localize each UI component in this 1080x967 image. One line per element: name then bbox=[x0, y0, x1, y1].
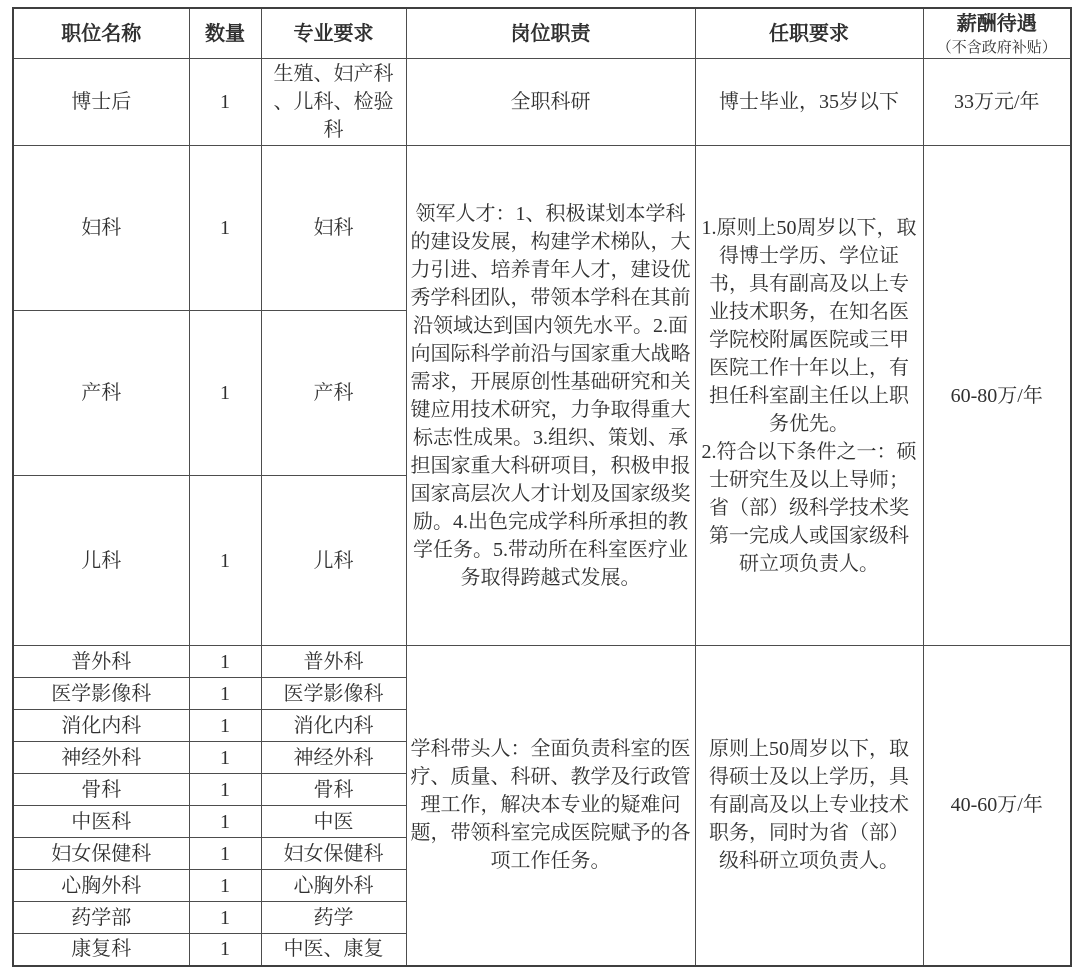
count-cell: 1 bbox=[189, 59, 261, 146]
recruitment-table bbox=[12, 7, 1072, 967]
position-cell: 妇女保健科 bbox=[13, 838, 189, 870]
position-cell: 博士后 bbox=[13, 59, 189, 146]
salary-header-title: 薪酬待遇 bbox=[956, 13, 1037, 35]
count-cell: 1 bbox=[189, 934, 261, 966]
position-cell: 骨科 bbox=[13, 774, 189, 806]
position-cell: 产科 bbox=[13, 311, 189, 476]
position-cell: 中医科 bbox=[13, 806, 189, 838]
count-cell: 1 bbox=[189, 902, 261, 934]
row-general-surgery bbox=[13, 646, 1071, 678]
major-cell: 儿科 bbox=[261, 476, 406, 646]
major-cell: 药学 bbox=[261, 902, 406, 934]
head-salary-cell: 40-60万/年 bbox=[923, 646, 1071, 966]
count-cell: 1 bbox=[189, 870, 261, 902]
position-cell: 消化内科 bbox=[13, 710, 189, 742]
salary-header-note: （不含政府补贴） bbox=[936, 40, 1057, 56]
duty-cell: 全职科研 bbox=[406, 59, 695, 146]
count-cell: 1 bbox=[189, 710, 261, 742]
header-duty: 岗位职责 bbox=[406, 8, 695, 59]
major-cell: 消化内科 bbox=[261, 710, 406, 742]
major-cell: 中医 bbox=[261, 806, 406, 838]
position-cell: 医学影像科 bbox=[13, 678, 189, 710]
requirement-cell: 博士毕业，35岁以下 bbox=[695, 59, 923, 146]
position-cell: 儿科 bbox=[13, 476, 189, 646]
header-major: 专业要求 bbox=[261, 8, 406, 59]
major-cell: 产科 bbox=[261, 311, 406, 476]
position-cell: 药学部 bbox=[13, 902, 189, 934]
major-cell: 普外科 bbox=[261, 646, 406, 678]
count-cell: 1 bbox=[189, 476, 261, 646]
head-duty-cell: 学科带头人：全面负责科室的医疗、质量、科研、教学及行政管理工作，解决本专业的疑难问题，带领科室完成医院赋予的各项工作任务。 bbox=[406, 646, 695, 966]
header-requirement: 任职要求 bbox=[695, 8, 923, 59]
leader-requirement-item-2: 2.符合以下条件之一：硕士研究生及以上导师；省（部）级科学技术奖第一完成人或国家级科研立项负责人。 bbox=[701, 440, 917, 575]
head-requirement-cell: 原则上50周岁以下，取得硕士及以上学历，具有副高及以上专业技术职务，同时为省（部）级科研立项负责人。 bbox=[695, 646, 923, 966]
count-cell: 1 bbox=[189, 806, 261, 838]
row-gynecology bbox=[13, 146, 1071, 311]
count-cell: 1 bbox=[189, 646, 261, 678]
position-cell: 心胸外科 bbox=[13, 870, 189, 902]
position-cell: 康复科 bbox=[13, 934, 189, 966]
major-cell: 神经外科 bbox=[261, 742, 406, 774]
count-cell: 1 bbox=[189, 742, 261, 774]
major-cell: 妇科 bbox=[261, 146, 406, 311]
position-cell: 神经外科 bbox=[13, 742, 189, 774]
count-cell: 1 bbox=[189, 774, 261, 806]
count-cell: 1 bbox=[189, 838, 261, 870]
major-cell: 妇女保健科 bbox=[261, 838, 406, 870]
leader-duty-cell: 领军人才：1、积极谋划本学科的建设发展，构建学术梯队，大力引进、培养青年人才，建设优秀学科团队，带领本学科在其前沿领域达到国内领先水平。2.面向国际科学前沿与国家重大战略需求，开展原创性基础研究和关键应用技术研究，力争取得重大标志性成果。3.组织、策划、承担国家重大科研项目，积极申报国家高层次人才计划及国家级奖励。4.出色完成学科所承担的教学任务。5.带动所在科室医疗业务取得跨越式发展。 bbox=[406, 146, 695, 646]
major-cell: 骨科 bbox=[261, 774, 406, 806]
major-cell: 医学影像科 bbox=[261, 678, 406, 710]
header-count: 数量 bbox=[189, 8, 261, 59]
major-cell: 中医、康复 bbox=[261, 934, 406, 966]
row-postdoc bbox=[13, 59, 1071, 146]
leader-salary-cell: 60-80万/年 bbox=[923, 146, 1071, 646]
major-cell: 生殖、妇产科、儿科、检验科 bbox=[261, 59, 406, 146]
header-position: 职位名称 bbox=[13, 8, 189, 59]
header-salary bbox=[923, 8, 1071, 59]
count-cell: 1 bbox=[189, 146, 261, 311]
position-cell: 普外科 bbox=[13, 646, 189, 678]
count-cell: 1 bbox=[189, 678, 261, 710]
position-cell: 妇科 bbox=[13, 146, 189, 311]
leader-requirement-item-1: 1.原则上50周岁以下，取得博士学历、学位证书，具有副高及以上专业技术职务，在知名医学院校附属医院或三甲医院工作十年以上，有担任科室副主任以上职务优先。 bbox=[701, 216, 917, 435]
salary-cell: 33万元/年 bbox=[923, 59, 1071, 146]
count-cell: 1 bbox=[189, 311, 261, 476]
leader-requirement-cell bbox=[695, 146, 923, 646]
table-header-row bbox=[13, 8, 1071, 59]
major-cell: 心胸外科 bbox=[261, 870, 406, 902]
